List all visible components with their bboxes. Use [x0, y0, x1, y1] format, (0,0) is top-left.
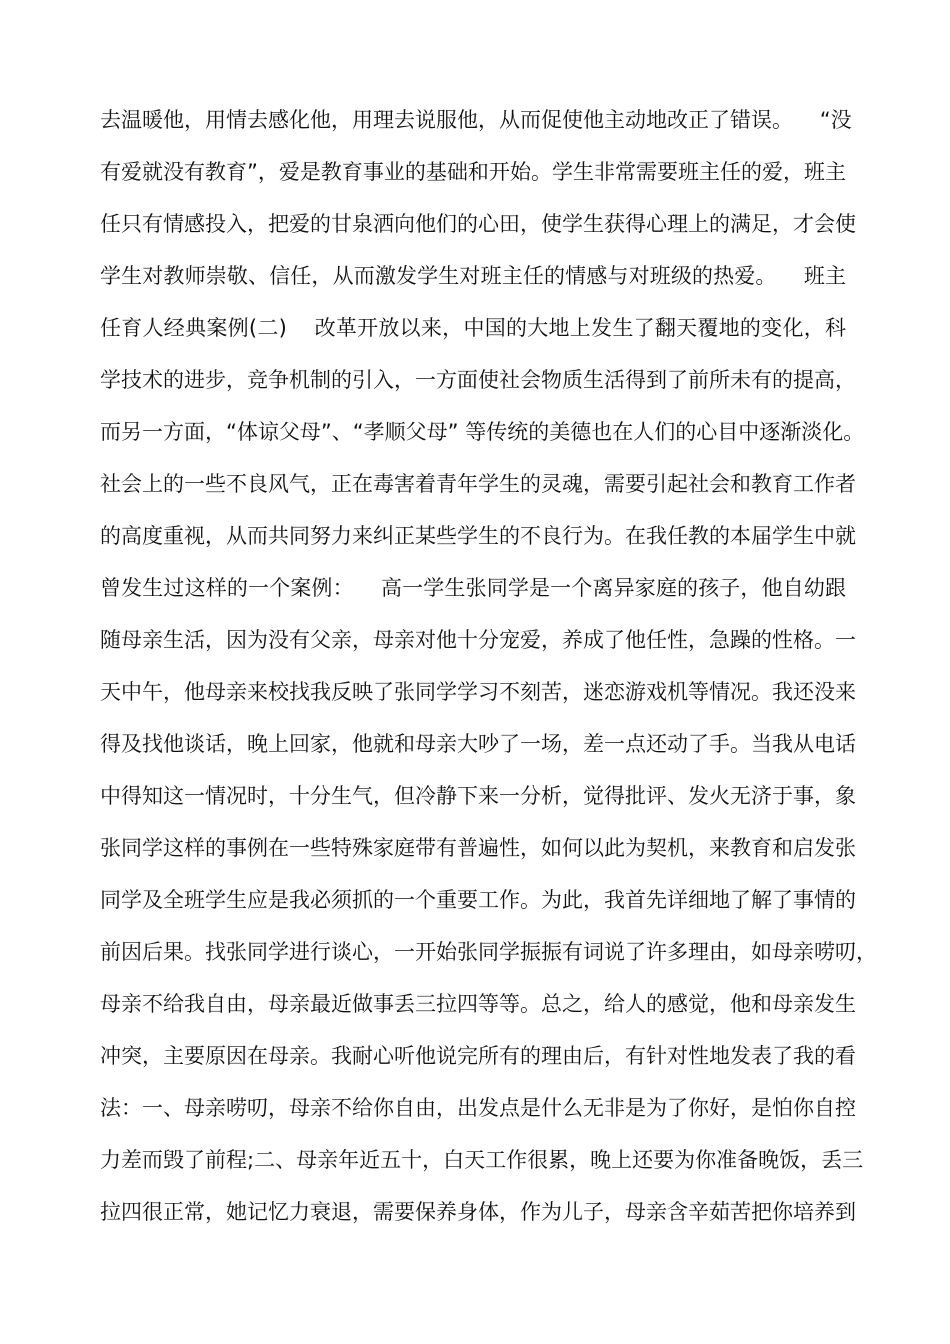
- text-line: 去温暖他，用情去感化他，用理去说服他，从而促使他主动地改正了错误。 “没: [100, 108, 852, 132]
- text-line: 的高度重视，从而共同努力来纠正某些学生的不良行为。在我任教的本届学生中就: [100, 524, 856, 548]
- text-line: 社会上的一些不良风气，正在毒害着青年学生的灵魂，需要引起社会和教育工作者: [100, 472, 856, 496]
- text-line: 有爱就没有教育”，爱是教育事业的基础和开始。学生非常需要班主任的爱，班主: [100, 160, 846, 184]
- text-line: 力差而毁了前程;二、母亲年近五十，白天工作很累，晚上还要为你准备晚饭，丢三: [100, 1148, 864, 1172]
- text-line: 中得知这一情况时，十分生气，但冷静下来一分析，觉得批评、发火无济于事，象: [100, 784, 856, 808]
- text-line: 冲突，主要原因在母亲。我耐心听他说完所有的理由后，有针对性地发表了我的看: [100, 1044, 856, 1068]
- text-line: 同学及全班学生应是我必须抓的一个重要工作。为此，我首先详细地了解了事情的: [100, 888, 856, 912]
- text-line: 而另一方面，“体谅父母”、“孝顺父母” 等传统的美德也在人们的心目中逐渐淡化。: [100, 420, 865, 444]
- text-line: 得及找他谈话，晚上回家，他就和母亲大吵了一场，差一点还动了手。当我从电话: [100, 732, 856, 756]
- text-line: 天中午，他母亲来校找我反映了张同学学习不刻苦，迷恋游戏机等情况。我还没来: [100, 680, 856, 704]
- text-line: 学生对教师崇敬、信任，从而激发学生对班主任的情感与对班级的热爱。 班主: [100, 264, 846, 288]
- text-line: 曾发生过这样的一个案例： 高一学生张同学是一个离异家庭的孩子，他自幼跟: [100, 576, 846, 600]
- text-line: 母亲不给我自由，母亲最近做事丢三拉四等等。总之，给人的感觉，他和母亲发生: [100, 992, 856, 1016]
- text-line: 随母亲生活，因为没有父亲，母亲对他十分宠爱，养成了他任性，急躁的性格。一: [100, 628, 856, 652]
- text-line: 任只有情感投入，把爱的甘泉洒向他们的心田，使学生获得心理上的满足，才会使: [100, 212, 856, 236]
- text-line: 拉四很正常，她记忆力衰退，需要保养身体，作为儿子，母亲含辛茹苦把你培养到: [100, 1200, 856, 1224]
- text-line: 张同学这样的事例在一些特殊家庭带有普遍性，如何以此为契机，来教育和启发张: [100, 836, 856, 860]
- text-line: 学技术的进步，竞争机制的引入，一方面使社会物质生活得到了前所未有的提高，: [100, 368, 856, 392]
- text-line: 任育人经典案例(二) 改革开放以来，中国的大地上发生了翻天覆地的变化，科: [100, 316, 846, 340]
- text-line: 前因后果。找张同学进行谈心，一开始张同学振振有词说了许多理由，如母亲唠叨，: [100, 940, 877, 964]
- text-line: 法：一、母亲唠叨，母亲不给你自由，出发点是什么无非是为了你好，是怕你自控: [100, 1096, 856, 1120]
